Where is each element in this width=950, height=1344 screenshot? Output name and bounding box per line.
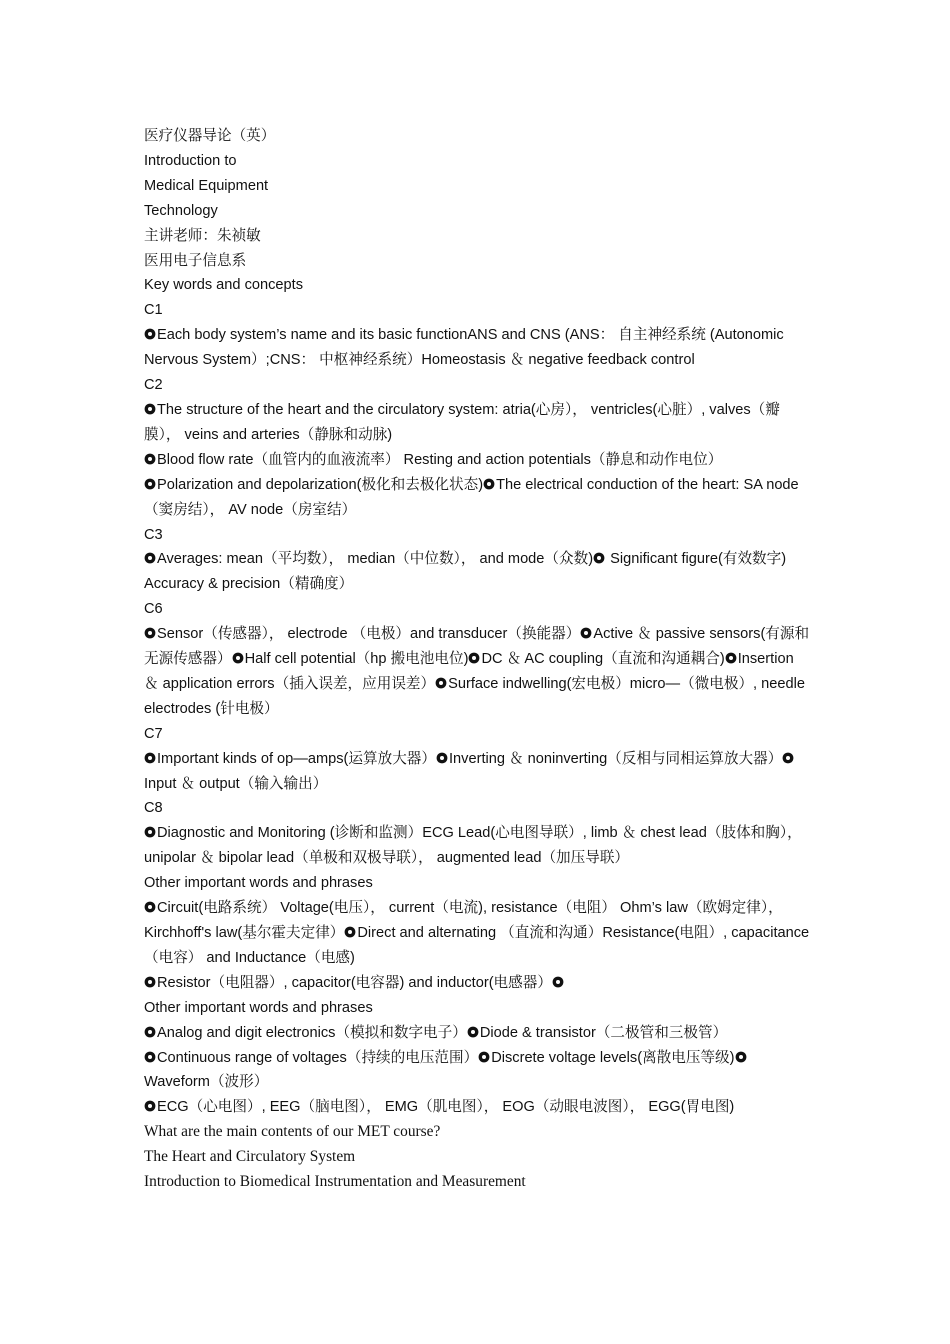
bullet-text: DC ＆ AC coupling（直流和沟通耦合) bbox=[481, 651, 725, 668]
bullet-circle-icon bbox=[735, 1051, 747, 1063]
bullet-text: Discrete voltage levels(离散电压等级) bbox=[491, 1049, 735, 1066]
bullet-paragraph bbox=[144, 971, 810, 996]
bullet-circle-icon bbox=[232, 652, 244, 664]
bullet-text: Surface indwelling(宏电极）micro—（微电极）, needle electrodes (针电极） bbox=[144, 675, 805, 717]
bullet-text: Averages: mean（平均数）， median（中位数）， and mode（众数) bbox=[157, 551, 594, 568]
bullet-circle-icon bbox=[144, 552, 156, 564]
text-line: Introduction to bbox=[144, 152, 237, 169]
bullet-circle-icon bbox=[552, 976, 564, 988]
bullet-text: The electrical conduction of the heart: SA node（窦房结）， AV node（房室结） bbox=[144, 476, 799, 518]
text-line: Other important words and phrases bbox=[144, 999, 373, 1016]
bullet-circle-icon bbox=[144, 403, 156, 415]
bullet-text: The structure of the heart and the circulatory system: atria(心房）， ventricles(心脏）, valves（瓣膜）， veins and arteries（静脉和动脉) bbox=[144, 401, 780, 443]
bullet-text: Continuous range of voltages（持续的电压范围） bbox=[157, 1049, 479, 1066]
bullet-text: Each body system’s name and its basic functionANS and CNS (ANS： 自主神经系统 (Autonomic Nervous System）;CNS： 中枢神经系统）Homeostasis ＆ negative feedback control bbox=[144, 327, 784, 369]
bullet-text: Resistor（电阻器）, capacitor(电容器) and inductor(电感器） bbox=[157, 974, 552, 991]
bullet-circle-icon bbox=[483, 478, 495, 490]
bullet-circle-icon bbox=[144, 901, 156, 913]
bullet-paragraph bbox=[144, 547, 810, 597]
bullet-paragraph bbox=[144, 896, 810, 971]
bullet-paragraph bbox=[144, 448, 810, 473]
bullet-text: Polarization and depolarization(极化和去极化状态) bbox=[157, 476, 484, 493]
text-line: C7 bbox=[144, 725, 163, 742]
text-line: C2 bbox=[144, 377, 163, 394]
text-line: What are the main contents of our MET course? bbox=[144, 1123, 441, 1141]
bullet-circle-icon bbox=[344, 926, 356, 938]
text-line: 医疗仪器导论（英） bbox=[144, 128, 276, 144]
text-line: Medical Equipment bbox=[144, 177, 269, 194]
bullet-text: Direct and alternating （直流和沟通）Resistance(电阻）, capacitance（电容） and Inductance（电感) bbox=[144, 925, 810, 966]
bullet-paragraph bbox=[144, 398, 810, 448]
bullet-circle-icon bbox=[725, 652, 737, 664]
bullet-circle-icon bbox=[144, 1100, 156, 1112]
bullet-paragraph bbox=[144, 1046, 810, 1096]
bullet-paragraph bbox=[144, 1095, 810, 1120]
text-line: 医用电子信息系 bbox=[144, 252, 247, 269]
bullet-circle-icon bbox=[144, 752, 156, 764]
bullet-paragraph bbox=[144, 1021, 810, 1046]
document-body bbox=[144, 124, 810, 1195]
bullet-paragraph bbox=[144, 747, 810, 797]
text-line: The Heart and Circulatory System bbox=[144, 1148, 356, 1166]
bullet-text: ECG（心电图）, EEG（脑电图）， EMG（肌电图）， EOG（动眼电波图）， EGG(胃电图) bbox=[157, 1099, 735, 1116]
bullet-circle-icon bbox=[144, 453, 156, 465]
bullet-paragraph bbox=[144, 323, 810, 373]
bullet-circle-icon bbox=[144, 826, 156, 838]
bullet-text: Blood flow rate（血管内的血液流率） Resting and action potentials（静息和动作电位） bbox=[157, 451, 723, 468]
bullet-circle-icon bbox=[144, 1026, 156, 1038]
text-line: Other important words and phrases bbox=[144, 875, 373, 892]
bullet-circle-icon bbox=[468, 652, 480, 664]
bullet-circle-icon bbox=[782, 752, 794, 764]
text-line: C1 bbox=[144, 302, 163, 319]
bullet-paragraph bbox=[144, 473, 810, 523]
text-line: Technology bbox=[144, 202, 218, 219]
bullet-circle-icon bbox=[144, 1051, 156, 1063]
text-line: 主讲老师：朱祯敏 bbox=[144, 227, 261, 244]
bullet-circle-icon bbox=[144, 627, 156, 639]
bullet-paragraph bbox=[144, 821, 810, 871]
bullet-circle-icon bbox=[478, 1051, 490, 1063]
bullet-text: Diagnostic and Monitoring (诊断和监测）ECG Lead(心电图导联）, limb ＆ chest lead（肢体和胸）， unipolar ＆ bipolar lead（单极和双极导联）， augmented lead（加压导联） bbox=[144, 825, 802, 867]
bullet-circle-icon bbox=[467, 1026, 479, 1038]
bullet-circle-icon bbox=[144, 328, 156, 340]
bullet-circle-icon bbox=[580, 627, 592, 639]
bullet-text: Input ＆ output（输入输出） bbox=[144, 775, 328, 792]
bullet-text: Circuit(电路系统） Voltage(电压）， current（电流), resistance（电阻） Ohm’s law（欧姆定律）， Kirchhoff's law(基尔霍夫定律） bbox=[144, 900, 783, 941]
text-line: Introduction to Biomedical Instrumentation and Measurement bbox=[144, 1173, 526, 1191]
bullet-text: Significant figure(有效数字) Accuracy & precision（精确度） bbox=[144, 551, 787, 593]
bullet-paragraph bbox=[144, 622, 810, 722]
text-line: Key words and concepts bbox=[144, 277, 303, 294]
bullet-text: Analog and digit electronics（模拟和数字电子） bbox=[157, 1024, 467, 1041]
bullet-circle-icon bbox=[436, 752, 448, 764]
bullet-circle-icon bbox=[593, 552, 605, 564]
bullet-text: Diode & transistor（二极管和三极管） bbox=[479, 1024, 728, 1041]
text-line: C8 bbox=[144, 800, 163, 817]
text-line: C3 bbox=[144, 526, 163, 543]
bullet-circle-icon bbox=[435, 677, 447, 689]
bullet-text: Important kinds of op—amps(运算放大器） bbox=[157, 750, 436, 767]
bullet-text: Insertion ＆ application errors（插入误差，应用误差） bbox=[144, 651, 794, 692]
bullet-circle-icon bbox=[144, 478, 156, 490]
text-line: C6 bbox=[144, 601, 163, 618]
bullet-text: Active ＆ passive sensors(有源和无源传感器） bbox=[144, 626, 810, 668]
bullet-circle-icon bbox=[144, 976, 156, 988]
bullet-text: Half cell potential（hp 搬电池电位) bbox=[244, 651, 469, 668]
bullet-text: Inverting ＆ noninverting（反相与同相运算放大器） bbox=[449, 750, 783, 767]
bullet-text: Waveform（波形） bbox=[144, 1074, 269, 1091]
bullet-text: Sensor（传感器）， electrode （电极）and transducer（换能器） bbox=[157, 626, 581, 643]
